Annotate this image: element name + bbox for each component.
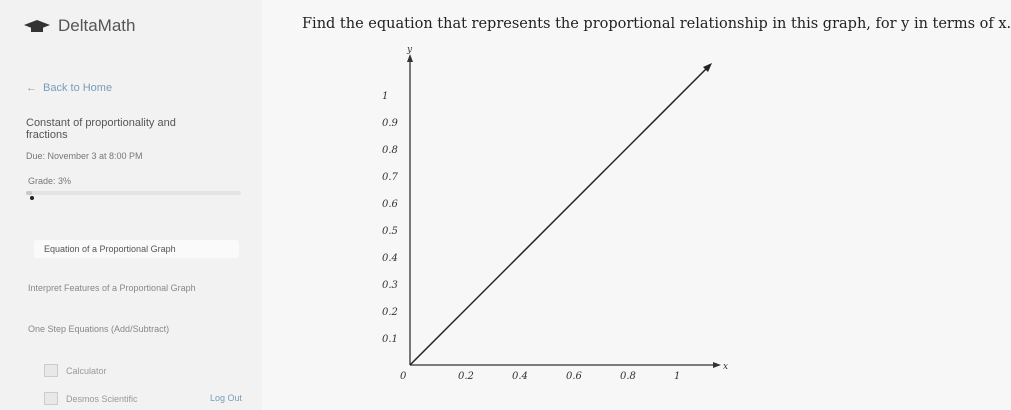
skill-item-one-step-equations[interactable]: One Step Equations (Add/Subtract) (28, 324, 170, 334)
y-tick-label: 1 (382, 91, 389, 102)
brand-name: DeltaMath (58, 16, 136, 35)
series-line (410, 68, 707, 365)
calculator-tool[interactable] (44, 364, 107, 377)
y-tick-label: 0.4 (382, 253, 398, 264)
calculator-label: Calculator (66, 365, 107, 376)
y-tick-label: 0.3 (382, 280, 398, 291)
x-tick-label: 0 (400, 371, 407, 382)
graduation-cap-icon (22, 19, 52, 33)
back-to-home-link[interactable] (26, 82, 112, 94)
skill-item-equation-proportional-graph[interactable]: Equation of a Proportional Graph (34, 240, 239, 258)
back-label: Back to Home (43, 82, 113, 94)
grade: Grade: 3% (28, 176, 72, 186)
y-tick-label: 0.2 (382, 307, 398, 318)
x-tick-label: 0.6 (566, 371, 582, 382)
y-tick-label: 0.1 (382, 334, 398, 345)
y-axis-label: y (407, 45, 413, 55)
x-axis-arrow (713, 362, 721, 368)
y-tick-label: 0.6 (382, 199, 398, 210)
brand[interactable] (22, 16, 135, 36)
current-skill-dot (30, 196, 34, 200)
x-tick-label: 0.2 (458, 371, 474, 382)
x-tick-label: 1 (674, 371, 681, 382)
desmos-tool[interactable] (44, 392, 138, 405)
skill-item-interpret-features[interactable]: Interpret Features of a Proportional Graph (28, 283, 196, 293)
y-tick-label: 0.7 (382, 172, 398, 183)
y-axis-arrow (407, 54, 413, 62)
x-tick-label: 0.8 (620, 371, 636, 382)
assignment-title: Constant of proportionality and fractions (26, 117, 176, 141)
due-date: Due: November 3 at 8:00 PM (26, 151, 143, 161)
x-tick-label: 0.4 (512, 371, 528, 382)
grade-progress-fill (26, 191, 32, 195)
proportional-graph (360, 45, 729, 393)
y-tick-label: 0.9 (382, 118, 398, 129)
x-axis-label: x (723, 362, 729, 372)
desmos-icon (44, 392, 58, 405)
y-tick-label: 0.5 (382, 226, 398, 237)
question-prompt: Find the equation that represents the proportional relationship in this graph, for y in terms of x. (302, 16, 1011, 32)
calculator-icon (44, 364, 58, 377)
desmos-label: Desmos Scientific (66, 393, 138, 404)
logout-link[interactable]: Log Out (210, 393, 243, 403)
y-tick-label: 0.8 (382, 145, 398, 156)
back-arrow-icon: ← (26, 82, 37, 94)
sidebar (0, 0, 262, 410)
grade-progress-bar (26, 191, 241, 195)
